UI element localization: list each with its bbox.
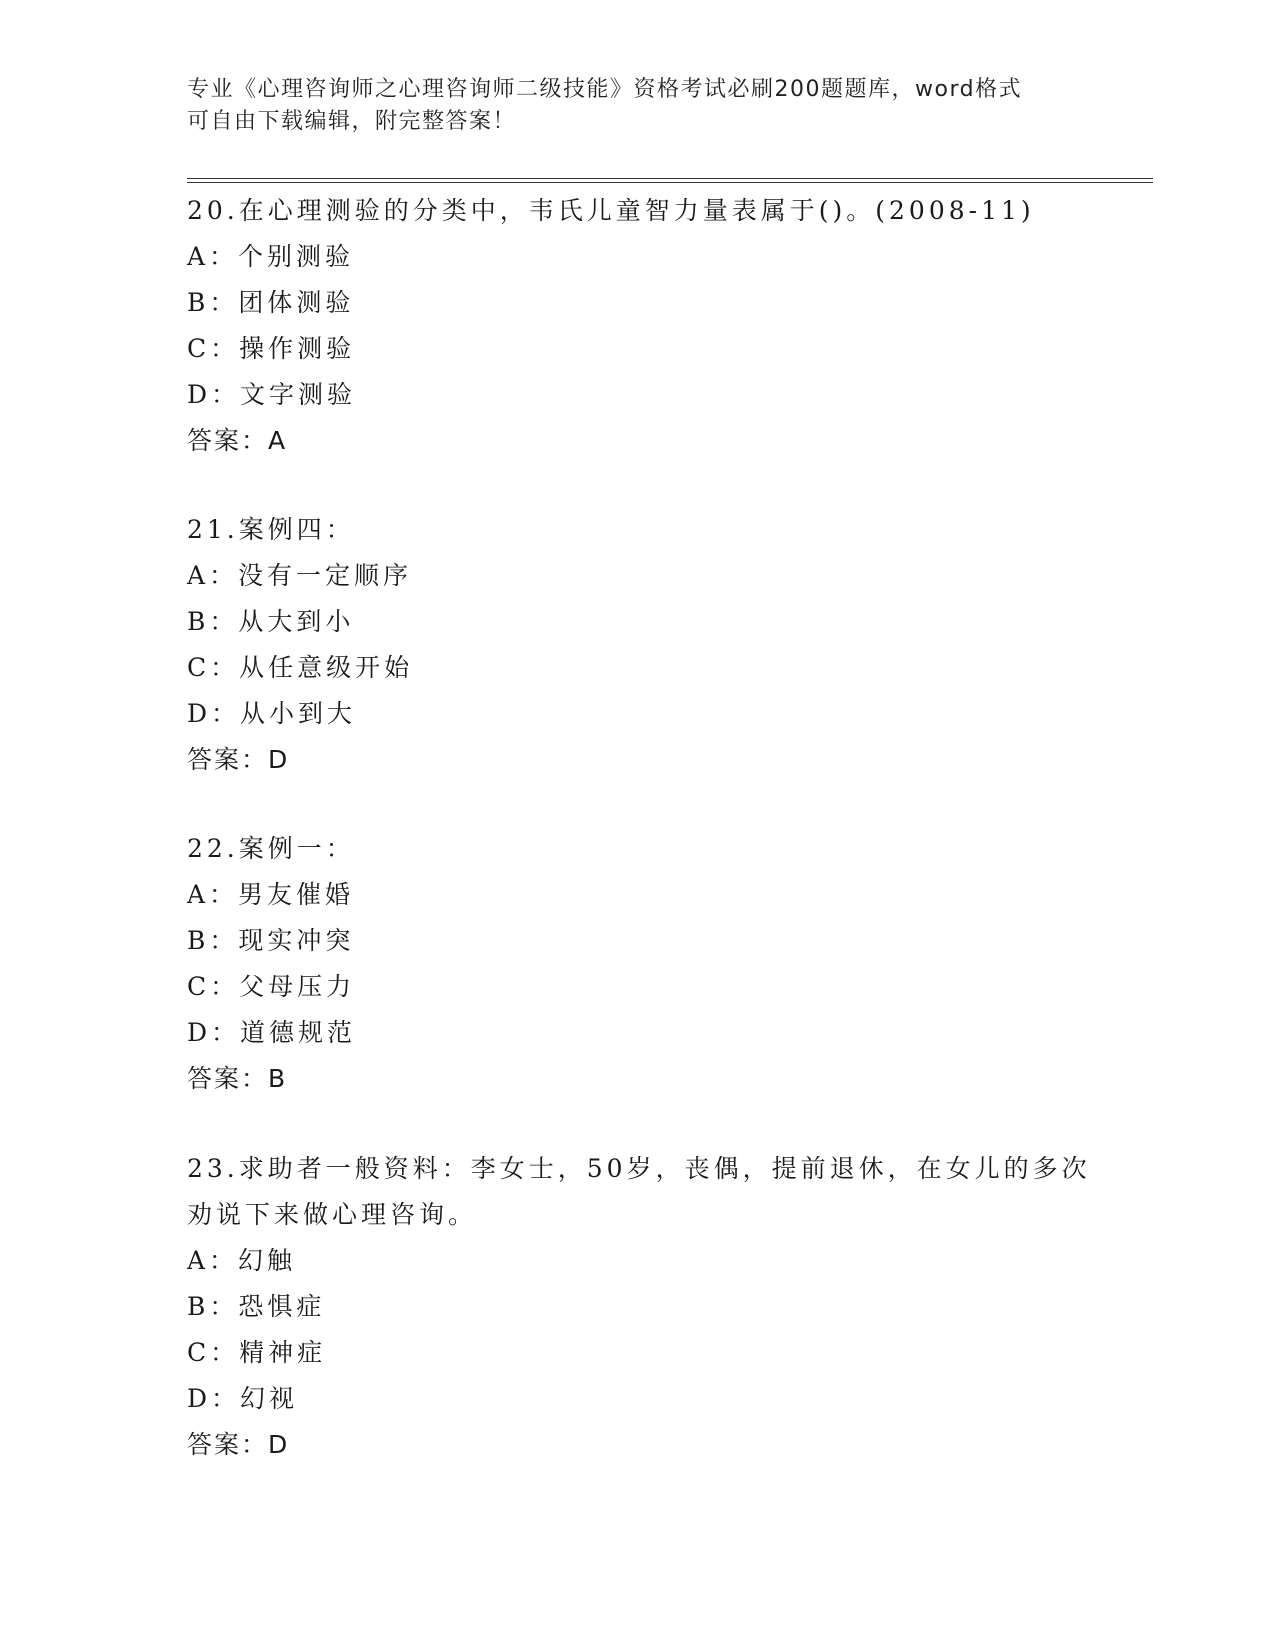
option-c: C：操作测验 xyxy=(187,334,356,363)
option-b: B：团体测验 xyxy=(187,288,355,317)
option-c: C：从任意级开始 xyxy=(187,653,414,682)
header-line-2: 可自由下载编辑，附完整答案！ xyxy=(187,109,517,134)
header-divider-top xyxy=(187,178,1153,179)
option-d: D：文字测验 xyxy=(187,380,357,409)
answer-line: 答案：D xyxy=(187,745,290,774)
option-d: D：从小到大 xyxy=(187,699,357,728)
question-20 xyxy=(187,188,1087,464)
question-stem xyxy=(187,826,1087,872)
question-stem xyxy=(187,188,1087,234)
answer-line: 答案：A xyxy=(187,426,288,455)
option-a: A：幻触 xyxy=(187,1246,297,1275)
question-stem-line: 20.在心理测验的分类中，韦氏儿童智力量表属于()。(2008-11) xyxy=(187,196,1035,225)
answer-line: 答案：B xyxy=(187,1064,288,1093)
option-a: A：男友催婚 xyxy=(187,880,355,909)
option-a: A：没有一定顺序 xyxy=(187,561,413,590)
option-b: B：从大到小 xyxy=(187,607,355,636)
option-c: C：精神症 xyxy=(187,1338,327,1367)
question-stem xyxy=(187,1146,1091,1238)
option-a: A：个别测验 xyxy=(187,242,355,271)
document-header xyxy=(187,74,1087,138)
header-divider-bottom xyxy=(187,182,1153,183)
header-line-1: 专业《心理咨询师之心理咨询师二级技能》资格考试必刷200题题库，word格式 xyxy=(187,77,1023,102)
option-b: B：现实冲突 xyxy=(187,926,355,955)
option-c: C：父母压力 xyxy=(187,972,356,1001)
option-b: B：恐惧症 xyxy=(187,1292,326,1321)
question-stem xyxy=(187,507,1087,553)
answer-line: 答案：D xyxy=(187,1430,290,1459)
question-stem-line: 21.案例四： xyxy=(187,515,355,544)
question-22 xyxy=(187,826,1087,1102)
question-stem-line: 23.求助者一般资料：李女士，50岁，丧偶，提前退休，在女儿的多次 xyxy=(187,1154,1091,1183)
question-21 xyxy=(187,507,1087,783)
option-d: D：幻视 xyxy=(187,1384,299,1413)
question-stem-line: 22.案例一： xyxy=(187,834,355,863)
option-d: D：道德规范 xyxy=(187,1018,357,1047)
question-stem-line: 劝说下来做心理咨询。 xyxy=(187,1200,478,1229)
question-23 xyxy=(187,1146,1091,1468)
